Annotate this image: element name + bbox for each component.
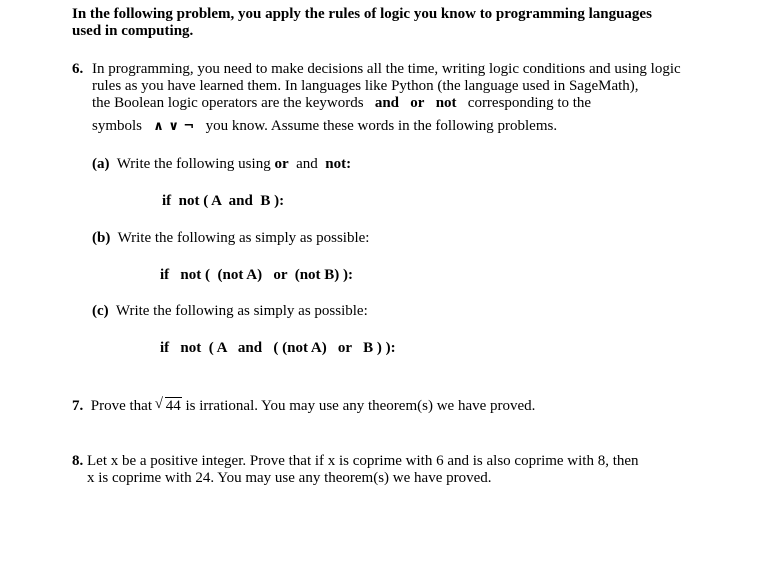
intro-line-2: used in computing. — [72, 23, 194, 39]
radicand: 44 — [165, 398, 181, 414]
q6-line-4-post: Assume these words in the following problems. — [270, 118, 558, 134]
q8-number: 8. — [72, 453, 84, 469]
q6-line-3 — [92, 95, 591, 112]
part-b-label: (b) — [92, 230, 111, 246]
part-b-instr: Write the following as simply as possible: — [117, 230, 370, 246]
part-a-instruction — [92, 156, 351, 173]
q6-line-2: rules as you have learned them. In languages like Python (the language used in SageMath), — [92, 78, 639, 94]
q6-line-4-pre: symbols — [92, 118, 143, 134]
square-root — [156, 398, 182, 415]
q6-line-3-post: corresponding to the — [467, 95, 592, 111]
intro-line-1: In the following problem, you apply the rules of logic you know to programming languages — [72, 6, 652, 22]
q6-line-4-mid: you know. — [205, 118, 268, 134]
keyword-or: or — [410, 95, 425, 111]
q7-line — [72, 398, 535, 415]
q6-line-1: In programming, you need to make decisions all the time, writing logic conditions and using logic — [92, 61, 681, 77]
part-a-label: (a) — [92, 156, 110, 172]
part-c-code: if not ( A and ( (not A) or B ) ): — [160, 340, 396, 356]
radical-icon: √ — [154, 396, 163, 412]
keyword-not: not — [435, 95, 457, 111]
part-c-instr: Write the following as simply as possible: — [115, 303, 368, 319]
q8-text-1: Let x be a positive integer. Prove that if x is coprime with 6 and is also coprime with 8, then — [87, 453, 639, 469]
part-c-label: (c) — [92, 303, 109, 319]
q7-post: is irrational. You may use any theorem(s) we have proved. — [185, 398, 536, 414]
q6-line-3-pre: the Boolean logic operators are the keywords — [92, 95, 364, 111]
part-a-instr-mid: and — [296, 156, 318, 172]
part-a-code: if not ( A and B ): — [162, 193, 285, 209]
part-a-instr-pre: Write the following using — [116, 156, 271, 172]
q7-pre: Prove that — [90, 398, 152, 414]
q6-line-4 — [92, 118, 557, 135]
logic-symbols: ∧ ∨ ¬ — [153, 119, 195, 134]
q8-line-1 — [72, 453, 639, 470]
q6-number: 6. — [72, 61, 84, 77]
keyword-and: and — [374, 95, 400, 111]
q8-line-2: x is coprime with 24. You may use any theorem(s) we have proved. — [87, 470, 492, 486]
part-b-instruction — [92, 230, 369, 247]
part-a-kw-not: not: — [325, 156, 352, 172]
part-a-kw-or: or — [274, 156, 289, 172]
q7-number: 7. — [72, 398, 84, 414]
part-c-instruction — [92, 303, 368, 320]
part-b-code: if not ( (not A) or (not B) ): — [160, 267, 354, 283]
